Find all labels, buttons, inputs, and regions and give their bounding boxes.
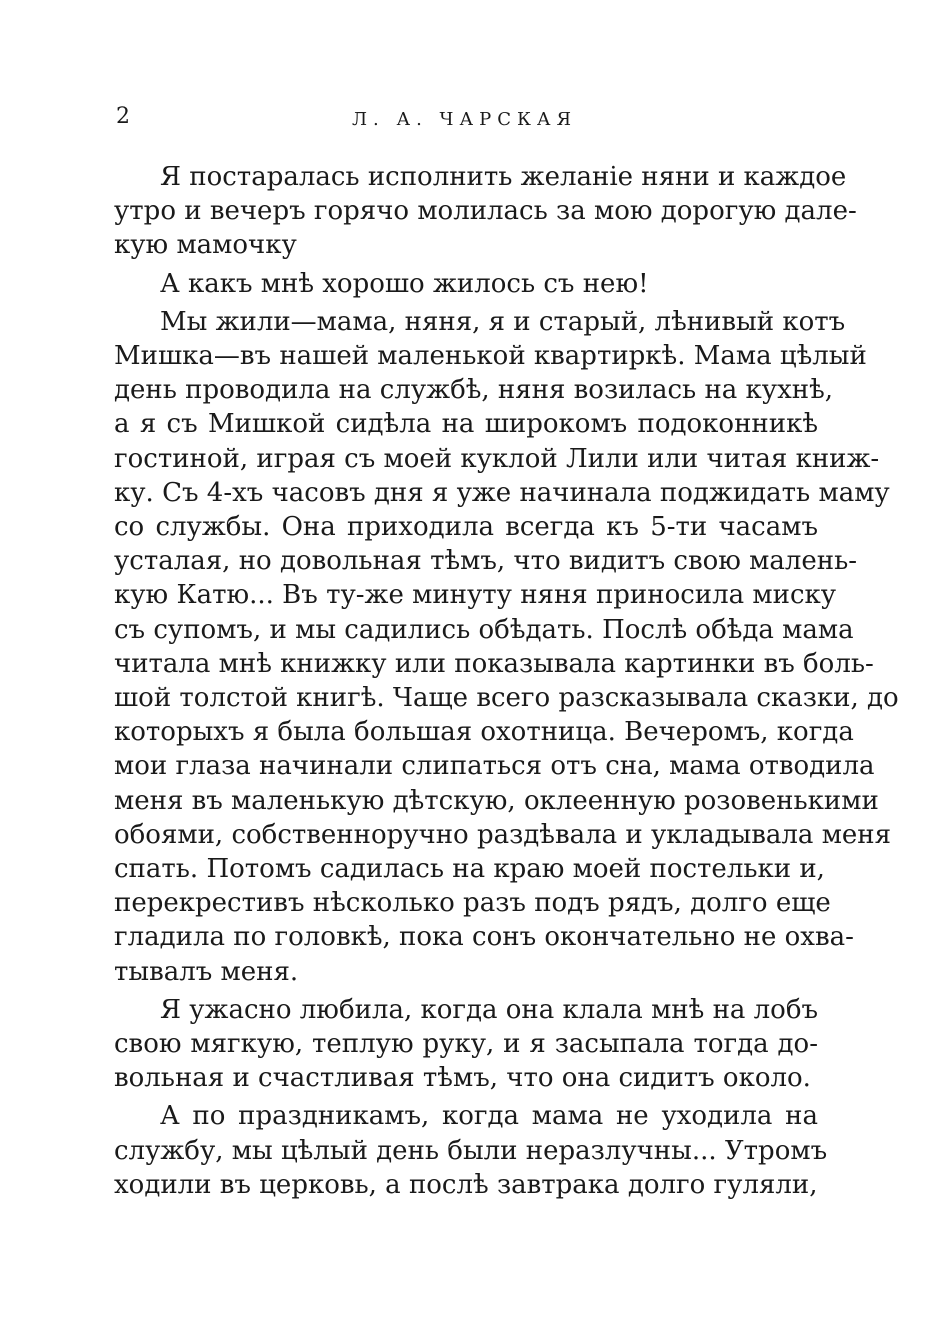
text-line: съ супомъ, и мы садились обѣдать. Послѣ обѣда мама — [114, 614, 854, 645]
text-line: Мы жили—мама, няня, я и старый, лѣнивый котъ — [160, 306, 846, 337]
text-line: ходили въ церковь, а послѣ завтрака долго гуляли, — [114, 1169, 818, 1200]
paragraph — [114, 993, 818, 1096]
text-line: Я постаралась исполнить желаніе няни и каждое — [160, 162, 847, 192]
text-line: гостиной, играя съ моей куклой Лили или читая книж- — [114, 443, 880, 474]
text-line: А по праздникамъ, когда мама не уходила на — [160, 1101, 818, 1132]
text-line: утро и вечеръ горячо молилась за мою дорогую дале- — [114, 196, 857, 227]
body-text — [114, 160, 899, 1202]
text-line: службу, мы цѣлый день были неразлучны... Утромъ — [114, 1135, 828, 1166]
text-line: читала мнѣ книжку или показывала картинки въ боль- — [114, 648, 874, 679]
text-line: мои глаза начинали слипаться отъ сна, мама отводила — [114, 751, 875, 782]
text-line: вольная и счастливая тѣмъ, что она сидитъ около. — [114, 1063, 811, 1094]
text-line: ку. Съ 4-хъ часовъ дня я уже начинала поджидать маму — [114, 477, 890, 508]
text-line: Мишка—въ нашей маленькой квартиркѣ. Мама цѣлый — [114, 341, 867, 372]
page-number: 2 — [116, 104, 130, 129]
text-line: гладила по головкѣ, пока сонъ окончательно не охва- — [114, 922, 854, 953]
text-line: день проводила на службѣ, няня возилась на кухнѣ, — [114, 375, 834, 406]
running-title: Л. А. ЧАРСКАЯ — [352, 109, 578, 130]
text-line: обоями, собственноручно раздѣвала и укладывала меня — [114, 819, 892, 850]
text-line: которыхъ я была большая охотница. Вечеромъ, когда — [114, 717, 854, 748]
text-line: шой толстой книгѣ. Чаще всего разсказывала сказки, до — [114, 683, 899, 714]
text-line: Я ужасно любила, когда она клала мнѣ на лобъ — [160, 994, 819, 1025]
text-line: свою мягкую, теплую руку, и я засыпала тогда до- — [114, 1029, 818, 1060]
text-line: со службы. Она приходила всегда къ 5-ти часамъ — [114, 512, 818, 543]
text-line: кую Катю... Въ ту-же минуту няня приносила миску — [114, 580, 837, 611]
paragraph — [114, 267, 818, 301]
paragraph — [114, 1099, 828, 1202]
text-line: усталая, но довольная тѣмъ, что видитъ свою малень- — [114, 546, 858, 577]
text-line: а я съ Мишкой сидѣла на широкомъ подоконникѣ — [114, 409, 818, 440]
paragraph — [114, 160, 857, 263]
text-line: тывалъ меня. — [114, 956, 299, 987]
text-line: меня въ маленькую дѣтскую, оклеенную розовенькими — [114, 785, 879, 816]
text-line: А какъ мнѣ хорошо жилось съ нею! — [160, 268, 649, 299]
text-line: перекрестивъ нѣсколько разъ подъ рядъ, долго еще — [114, 888, 831, 919]
text-line: кую мамочку — [114, 230, 297, 261]
paragraph — [114, 305, 899, 989]
text-line: спать. Потомъ садилась на краю моей постельки и, — [114, 854, 825, 885]
